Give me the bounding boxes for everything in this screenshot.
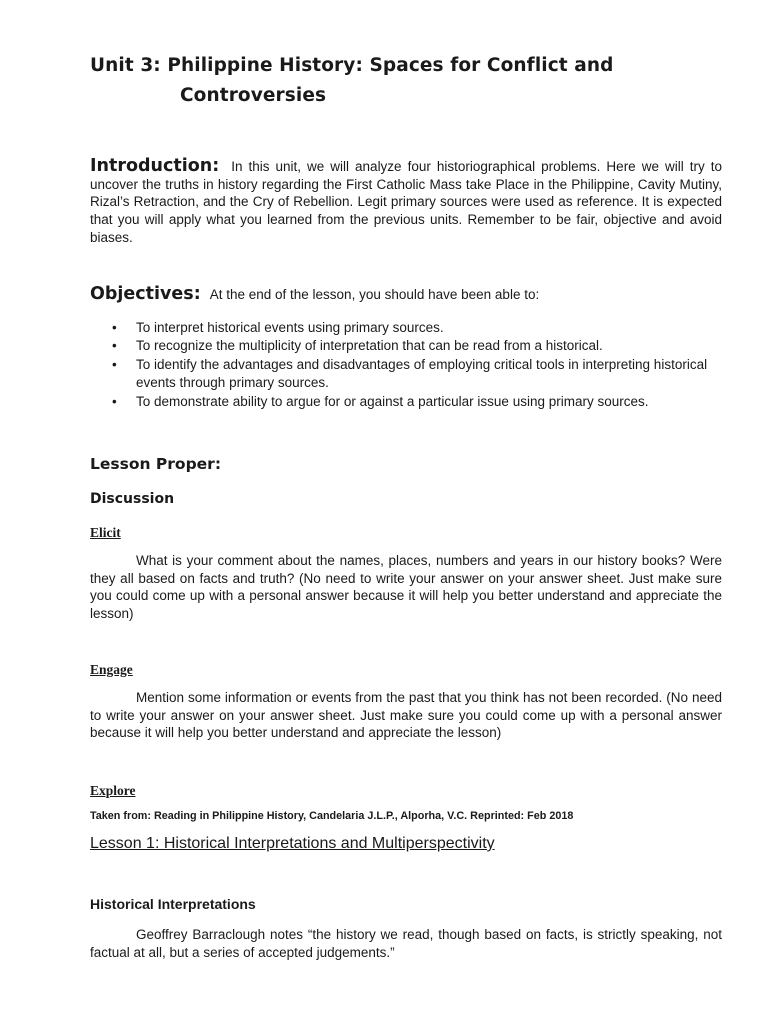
unit-title [90,51,710,111]
objective-item: • To recognize the multiplicity of interpretation that can be read from a historical. [90,337,725,355]
objectives-text: At the end of the lesson, you should have been able to: [209,287,540,302]
discussion-heading: Discussion [90,491,175,507]
elicit-paragraph: What is your comment about the names, places, numbers and years in our history books? Were they all based on facts and truth? (No need to write your answer on your answer sheet. Just make sure you could come up with a personal answer because it will help you better understand and appreciate the lesson) [90,553,722,622]
engage-heading: Engage [90,662,133,677]
objective-item: • To identify the advantages and disadvantages of employing critical tools in interpreting historical events through primary sources. [90,356,725,393]
historical-interpretations-heading: Historical Interpretations [90,896,256,912]
objective-item: • To interpret historical events using primary sources. [90,319,725,337]
explore-heading: Explore [90,783,136,798]
objectives-label: Objectives: [90,284,201,304]
unit-title-line-2: Controversies [180,85,327,106]
objectives-list [90,319,725,411]
introduction-text: In this unit, we will analyze four historiographical problems. Here we will try to uncover the truths in history regarding the First Catholic Mass take Place in the Philippine, Cavity Mutiny, Rizal’s Retraction, and the Cry of Rebellion. Legit primary sources were used as reference. It is expected that you will apply what you learned from the previous units. Remember to be fair, objective and avoid biases. [90,159,722,245]
unit-title-line-1: Unit 3: Philippine History: Spaces for Conflict and [90,55,614,76]
source-citation: Taken from: Reading in Philippine History, Candelaria J.L.P., Alporha, V.C. Reprinted: Feb 2018 [90,810,574,822]
introduction-paragraph [90,158,722,247]
introduction-label: Introduction: [90,156,220,176]
engage-paragraph: Mention some information or events from the past that you think has not been recorded. (No need to write your answer on your answer sheet. Just make sure you could come up with a personal answer because it will help you better understand and appreciate the lesson) [90,690,722,741]
objectives-intro [90,284,722,304]
objective-item: • To demonstrate ability to argue for or against a particular issue using primary sources. [90,393,725,411]
historical-interpretations-paragraph: Geoffrey Barraclough notes “the history we read, though based on facts, is strictly speaking, not factual at all, but a series of accepted judgements.” [90,927,722,960]
lesson-proper-heading: Lesson Proper: [90,455,222,473]
lesson-1-title: Lesson 1: Historical Interpretations and Multiperspectivity [90,835,495,852]
elicit-heading: Elicit [90,525,121,540]
